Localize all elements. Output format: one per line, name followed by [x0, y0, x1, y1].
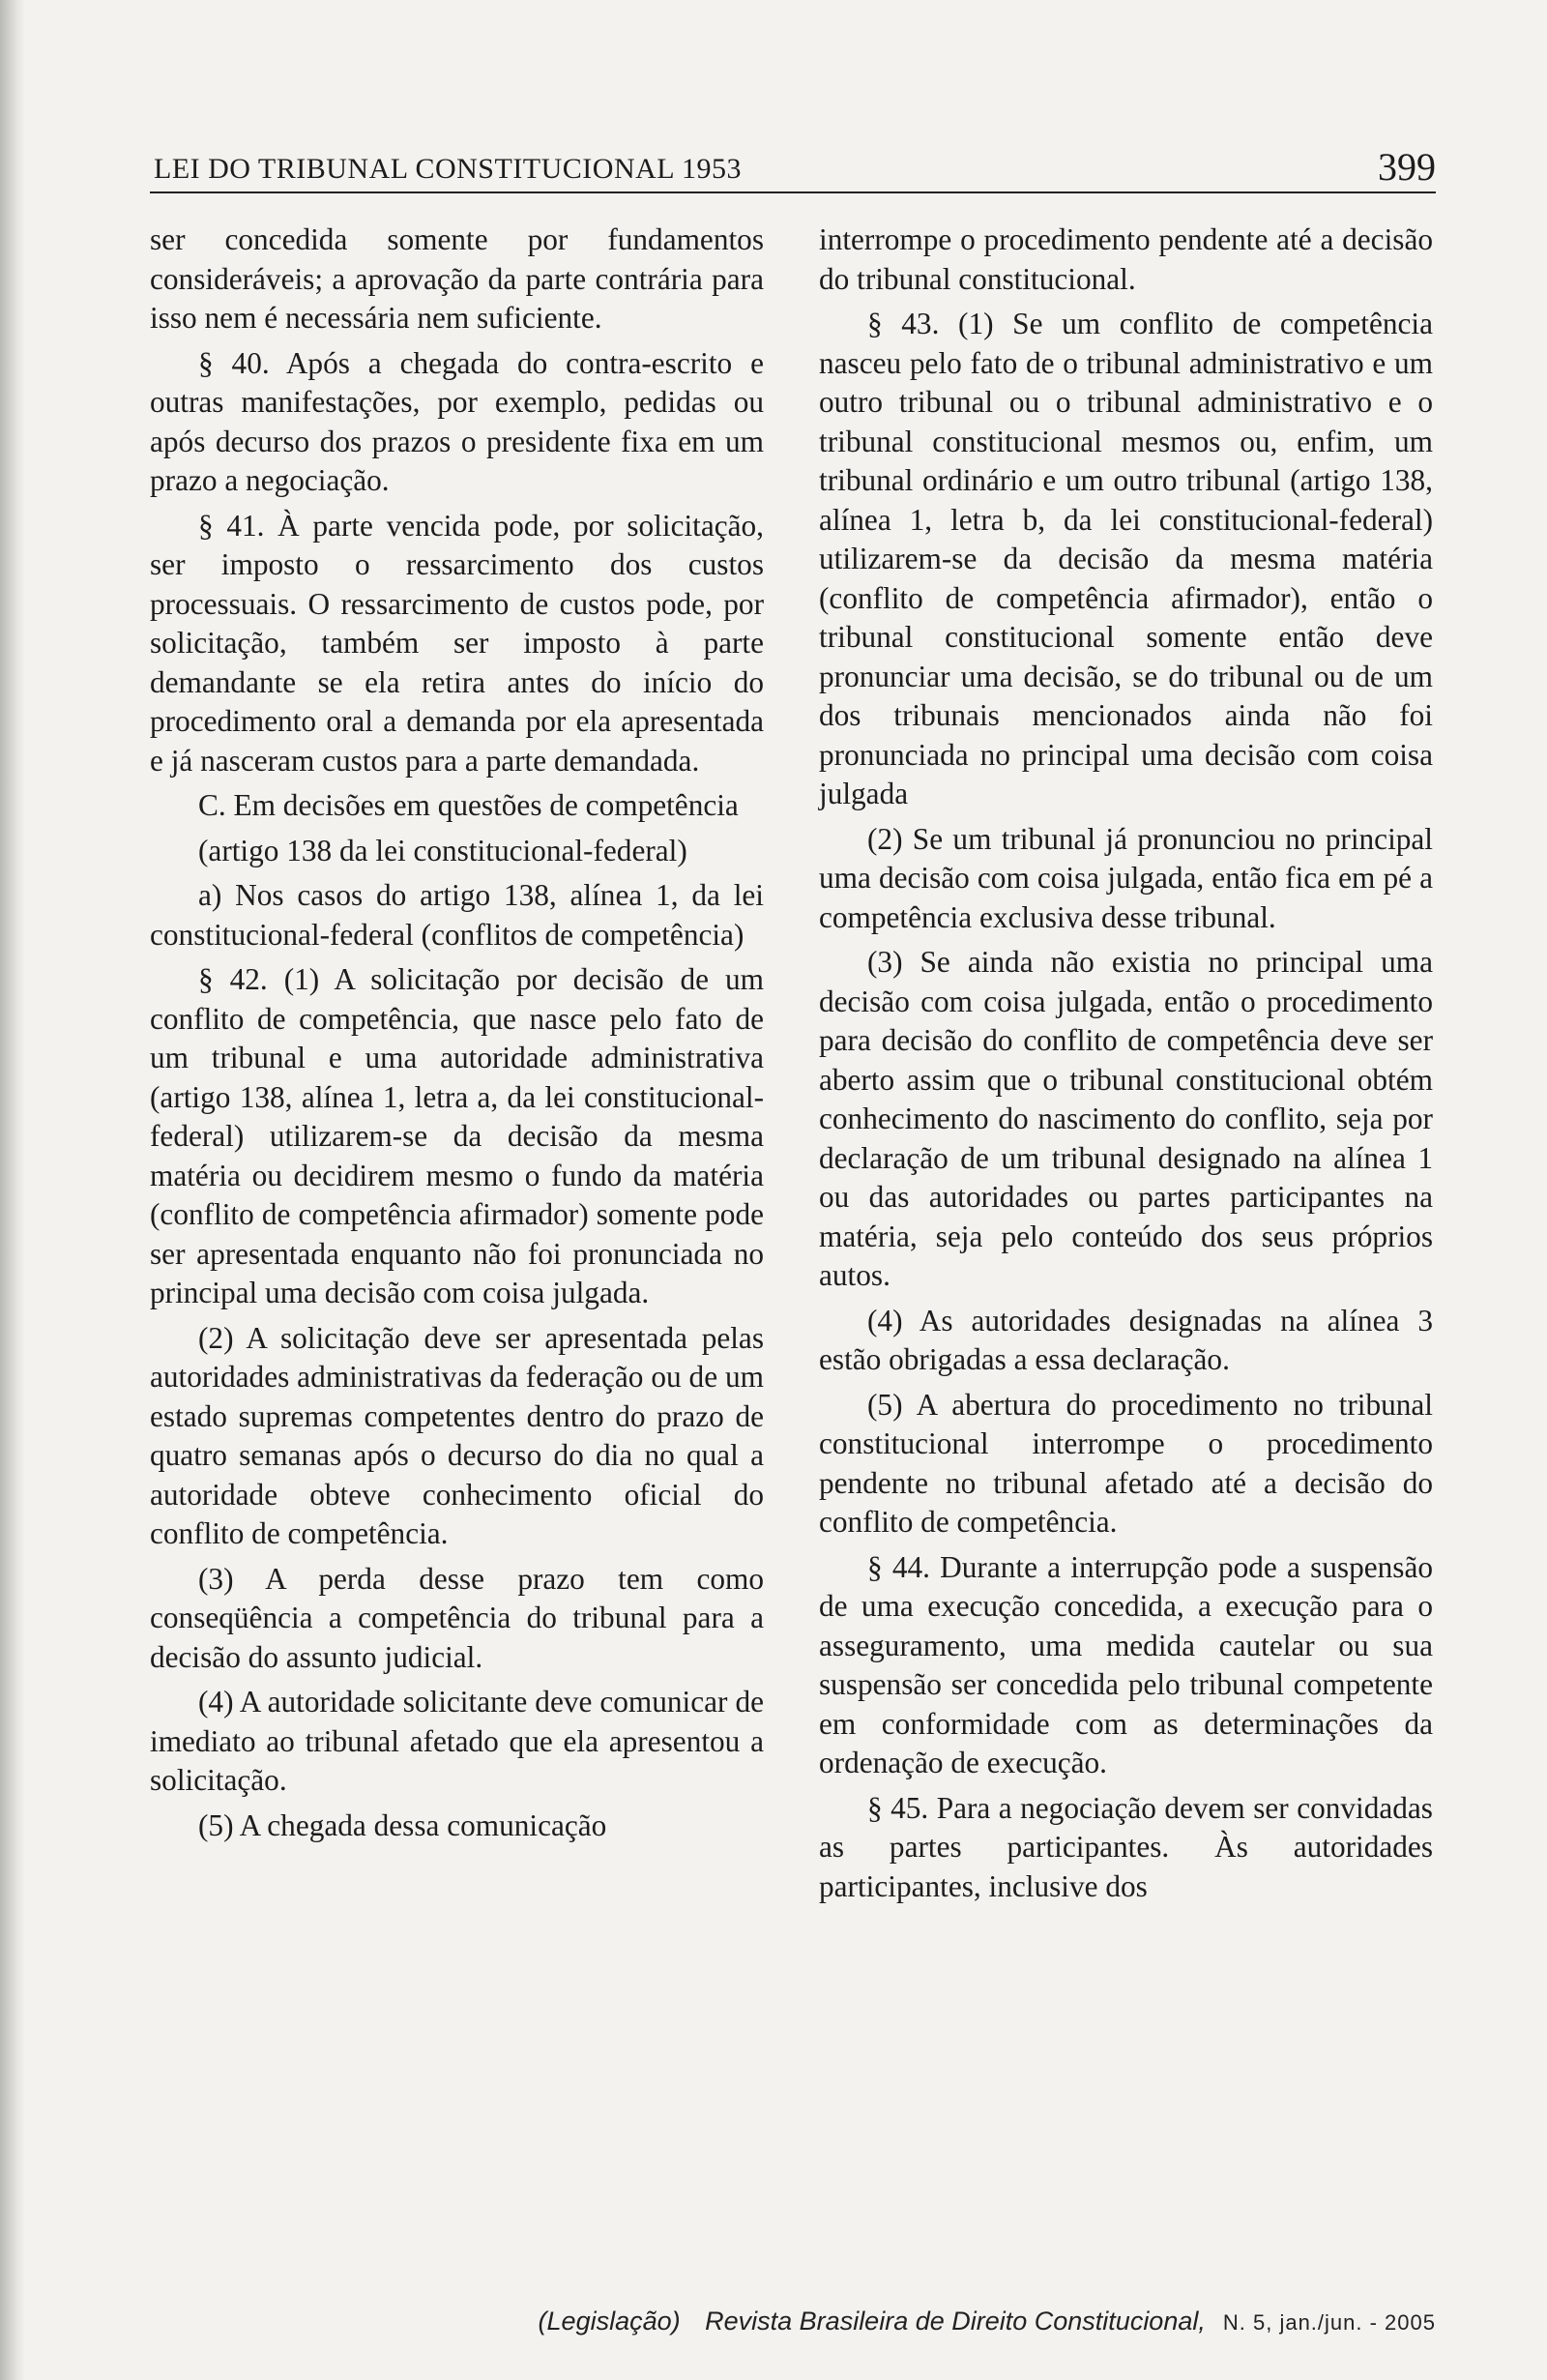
paragraph-section-43-3: (3) Se ainda não existia no principal uma decisão com coisa julgada, então o procedimento para decisão do conflito de competência deve ser aberto assim que o tribunal constitucional obtém conhecimento do nascimento do conflito, seja por declaração de um tribunal designado na alínea 1 ou das autoridades ou partes participantes na matéria, seja pelo conteúdo dos seus próprios autos. [819, 945, 1433, 1292]
paragraph-section-43-5: (5) A abertura do procedimento no tribunal constitucional interrompe o procedimento pendente no tribunal afetado até a decisão do conflito de competência. [819, 1387, 1433, 1539]
subheading-competence: C. Em decisões em questões de competência [198, 788, 739, 822]
subheading-article-ref: (artigo 138 da lei constitucional-federal) [198, 833, 687, 867]
paragraph-section-43-2: (2) Se um tribunal já pronunciou no principal uma decisão com coisa julgada, então fica em pé a competência exclusiva desse tribunal. [819, 821, 1433, 934]
page-number: 399 [1378, 145, 1436, 189]
right-column [819, 220, 1433, 1912]
running-header-title: LEI DO TRIBUNAL CONSTITUCIONAL 1953 [154, 153, 743, 185]
footer-issue: N. 5, jan./jun. - 2005 [1222, 2310, 1436, 2335]
paragraph-section-41: § 41. À parte vencida pode, por solicitação, ser imposto o ressarcimento dos custos processuais. O ressarcimento de custos pode, por solicitação, também ser imposto à parte demandante se ela retira antes do início do procedimento oral a demanda por ela apresentada e já nasceram custos para a parte demandada. [150, 508, 764, 778]
paragraph-section-45: § 45. Para a negociação devem ser convidadas as partes participantes. Às autoridades participantes, inclusive dos [819, 1790, 1433, 1903]
left-column [150, 220, 764, 1851]
page-edge-shadow [0, 0, 25, 2380]
subheading-article-138: a) Nos casos do artigo 138, alínea 1, da lei constitucional-federal (conflitos de competência) [150, 878, 764, 952]
page-footer [150, 2307, 1436, 2336]
paragraph-section-42-5: (5) A chegada dessa comunicação [198, 1807, 607, 1842]
paragraph-section-43-1: § 43. (1) Se um conflito de competência nasceu pelo fato de o tribunal administrativo e um outro tribunal ou o tribunal administrativo e o tribunal constitucional mesmos ou, enfim, um tribunal ordinário e um outro tribunal (artigo 138, alínea 1, letra b, da lei constitucional-federal) utilizarem-se da decisão da mesma matéria (conflito de competência afirmador), então o tribunal constitucional somente então deve pronunciar uma decisão, se do tribunal ou de um dos tribunais mencionados ainda não foi pronunciada no principal uma decisão com coisa julgada [819, 307, 1433, 810]
paragraph-section-42-4: (4) A autoridade solicitante deve comunicar de imediato ao tribunal afetado que ela apresentou a solicitação. [150, 1685, 764, 1797]
paragraph: interrompe o procedimento pendente até a decisão do tribunal constitucional. [819, 222, 1433, 296]
running-header [150, 137, 1436, 193]
paragraph-section-42-3: (3) A perda desse prazo tem como conseqüência a competência do tribunal para a decisão do assunto judicial. [150, 1561, 764, 1674]
paragraph-section-40: § 40. Após a chegada do contra-escrito e outras manifestações, por exemplo, pedidas ou após decurso dos prazos o presidente fixa em um prazo a negociação. [150, 345, 764, 497]
paragraph-section-44: § 44. Durante a interrupção pode a suspensão de uma execução concedida, a execução para o asseguramento, uma medida cautelar ou sua suspensão ser concedida pelo tribunal competente em conformidade com as determinações da ordenação de execução. [819, 1549, 1433, 1779]
footer-section: (Legislação) [538, 2307, 681, 2336]
paragraph-section-43-4: (4) As autoridades designadas na alínea 3 estão obrigadas a essa declaração. [819, 1303, 1433, 1376]
paragraph-section-42-2: (2) A solicitação deve ser apresentada pelas autoridades administrativas da federação ou de um estado supremas competentes dentro do prazo de quatro semanas após o decurso do dia no qual a autoridade obteve conhecimento oficial do conflito de competência. [150, 1320, 764, 1550]
footer-journal: Revista Brasileira de Direito Constitucional, [705, 2307, 1206, 2336]
paragraph: ser concedida somente por fundamentos consideráveis; a aprovação da parte contrária para isso nem é necessária nem suficiente. [150, 222, 764, 335]
paragraph-section-42-1: § 42. (1) A solicitação por decisão de um conflito de competência, que nasce pelo fato de um tribunal e uma autoridade administrativa (artigo 138, alínea 1, letra a, da lei constitucional-federal) utilizarem-se da decisão da mesma matéria ou decidirem mesmo o fundo da matéria (conflito de competência afirmador) somente pode ser apresentada enquanto não foi pronunciada no principal uma decisão com coisa julgada. [150, 962, 764, 1309]
